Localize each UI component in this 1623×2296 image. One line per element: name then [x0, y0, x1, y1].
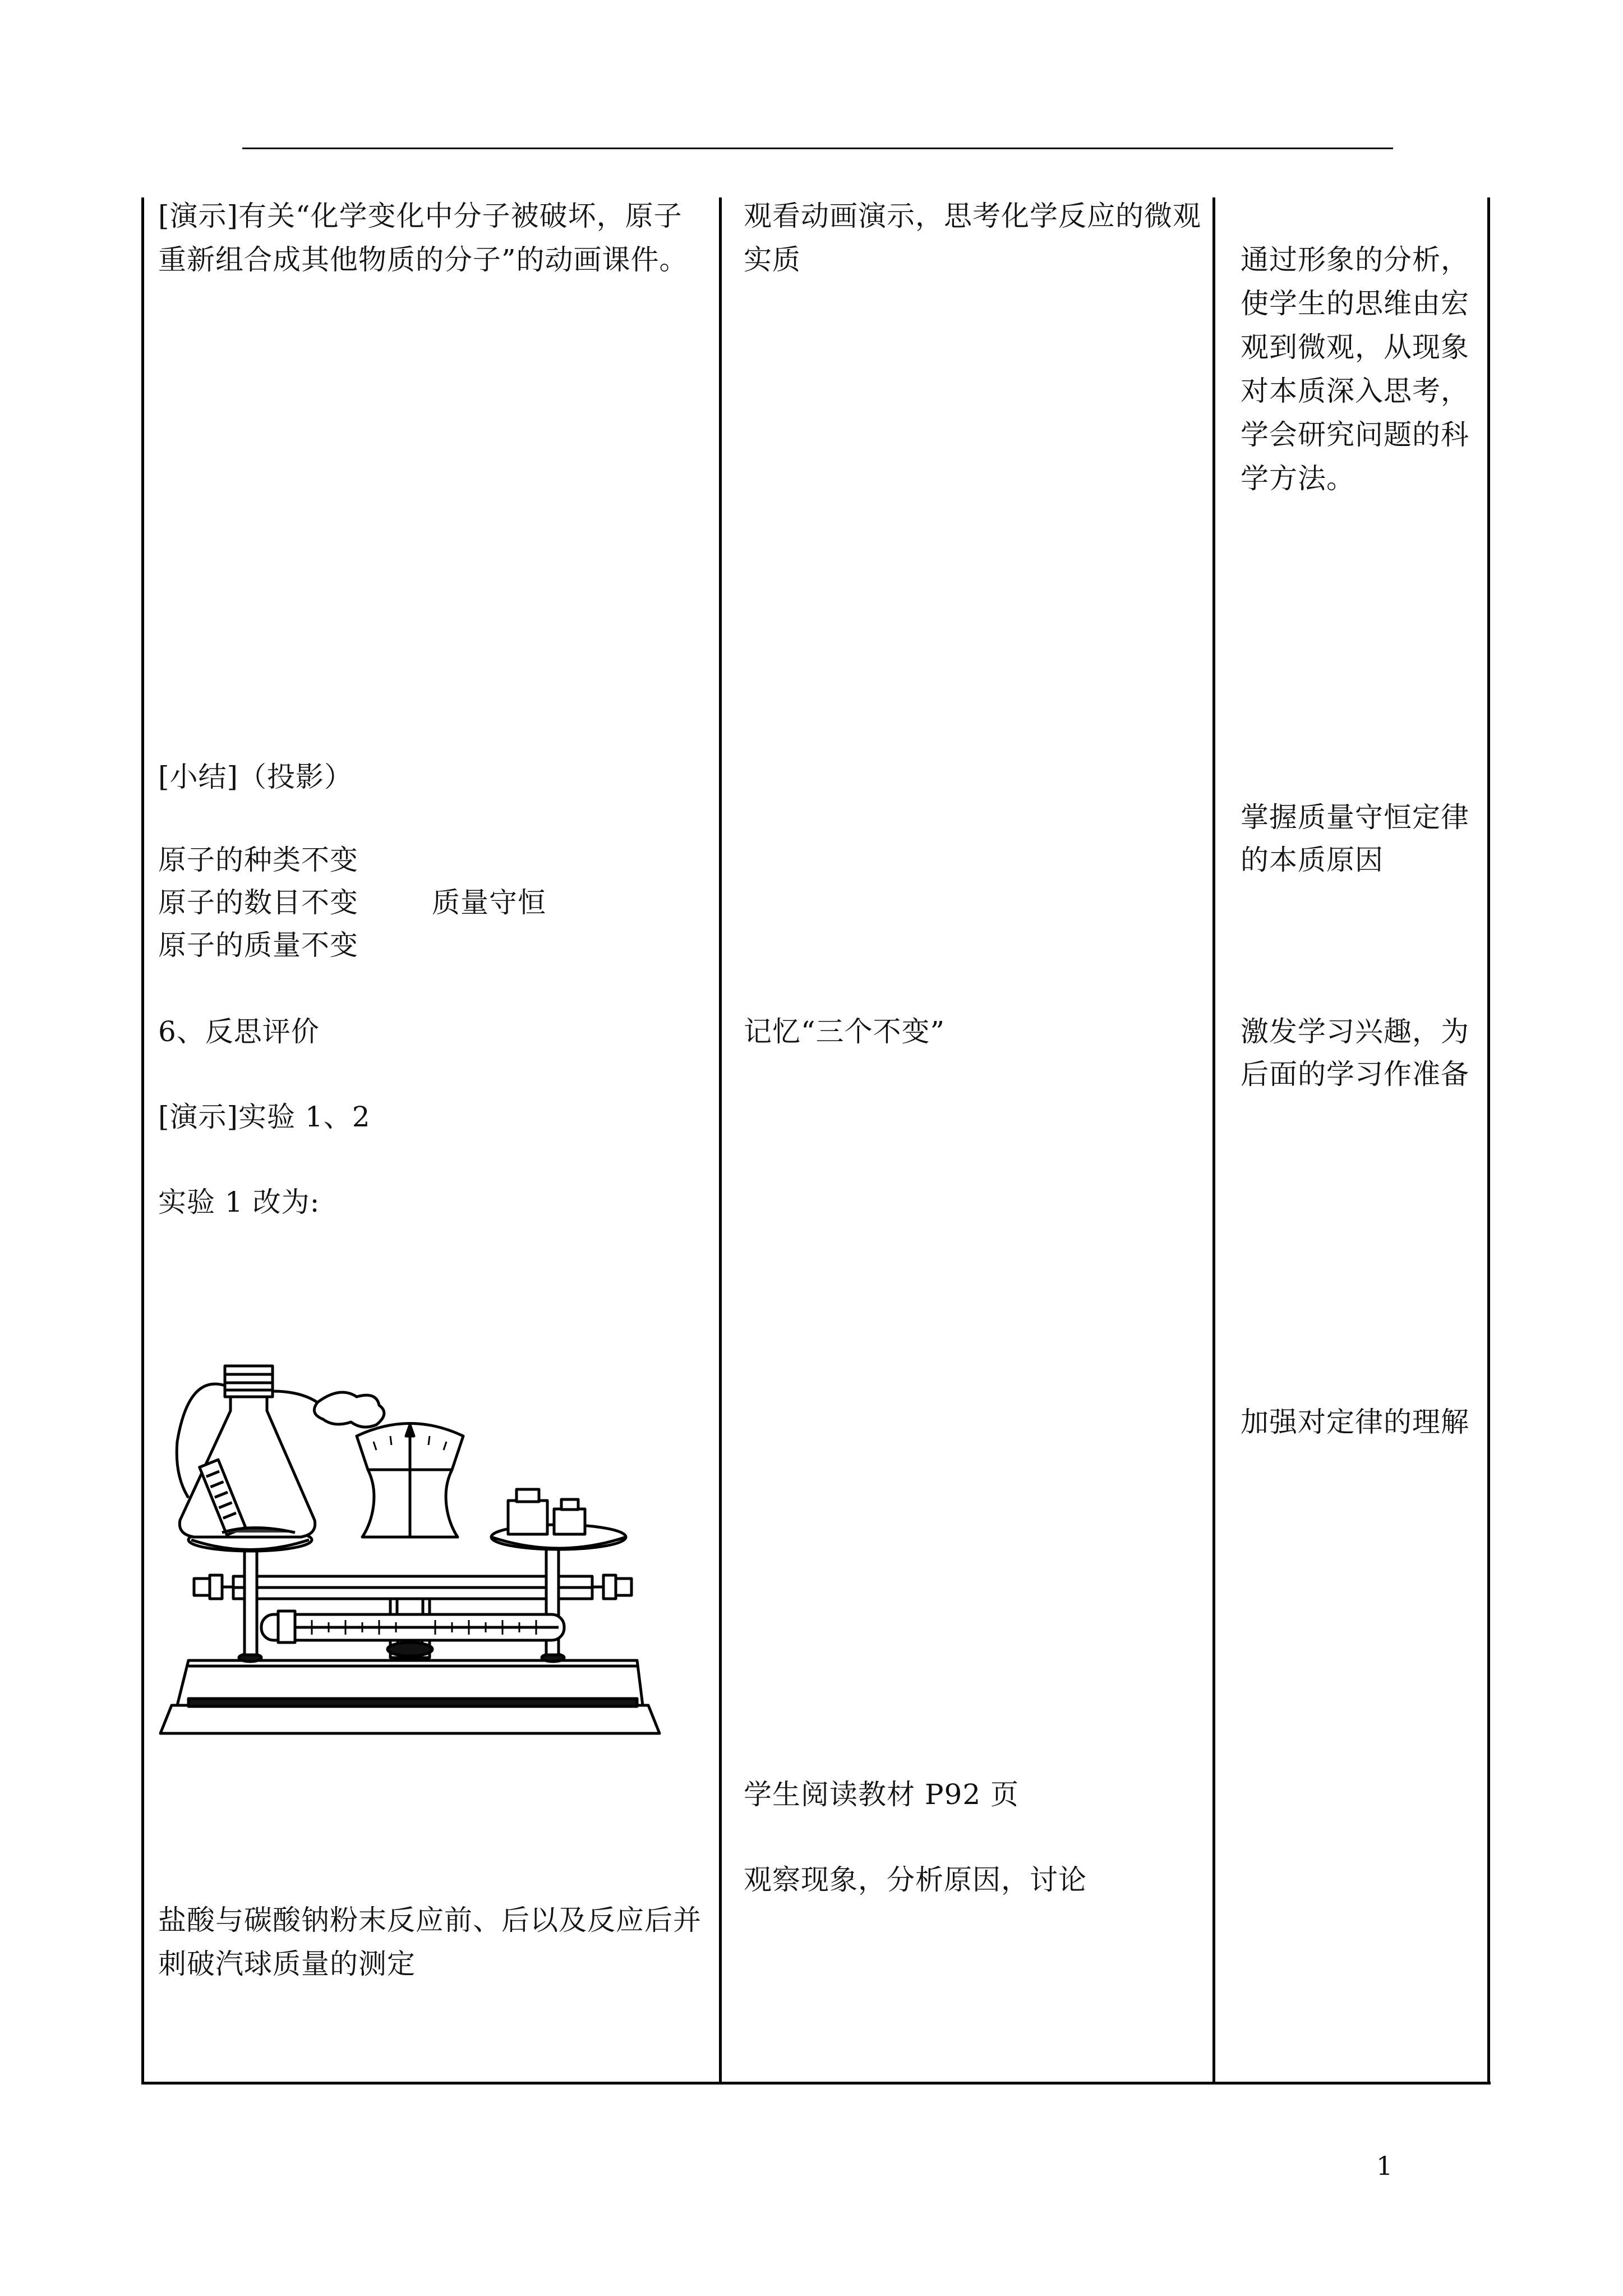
table-border-bottom: [141, 2082, 1491, 2085]
watch-animation-line-1: 观看动画演示，思考化学反应的微观: [744, 200, 1201, 232]
purpose-1-line-5: 学会研究问题的科: [1241, 418, 1469, 451]
purpose-3-line-1: 激发学习兴趣，为: [1241, 1015, 1469, 1048]
experiment-1-change: 实验 1 改为:: [158, 1186, 320, 1218]
demo-experiment: [演示]实验 1、2: [158, 1101, 371, 1133]
remember-three-constants: 记忆“三个不变”: [744, 1015, 946, 1048]
balance-flask-illustration: [155, 1352, 676, 1778]
purpose-4: 加强对定律的理解: [1241, 1406, 1469, 1438]
caption-line-2: 刺破汽球质量的测定: [158, 1948, 416, 1980]
table-divider-1: [719, 197, 722, 2085]
observe-discuss: 观察现象，分析原因，讨论: [744, 1864, 1087, 1896]
table-divider-2: [1212, 197, 1215, 2085]
purpose-1-line-2: 使学生的思维由宏: [1241, 287, 1469, 320]
purpose-1-line-3: 观到微观，从现象: [1241, 331, 1469, 364]
header-rule: [242, 148, 1393, 149]
table-border-left: [141, 197, 144, 2085]
summary-line-1: 原子的种类不变: [158, 844, 358, 876]
caption-line-1: 盐酸与碳酸钠粉末反应前、后以及反应后并: [158, 1904, 702, 1936]
summary-line-2: 原子的数目不变: [158, 886, 358, 919]
summary-result: 质量守恒: [432, 886, 546, 919]
table-border-right: [1487, 197, 1490, 2085]
demo-intro-line-2: 重新组合成其他物质的分子”的动画课件。: [158, 243, 688, 276]
purpose-1-line-4: 对本质深入思考，: [1241, 375, 1469, 407]
page-number: 1: [1376, 2151, 1393, 2181]
purpose-2-line-2: 的本质原因: [1241, 844, 1384, 876]
demo-intro-line-1: [演示]有关“化学变化中分子被破坏，原子: [158, 200, 683, 232]
purpose-1-line-6: 学方法。: [1241, 462, 1355, 495]
read-textbook: 学生阅读教材 P92 页: [744, 1778, 1020, 1811]
summary-line-3: 原子的质量不变: [158, 929, 358, 961]
purpose-3-line-2: 后面的学习作准备: [1241, 1058, 1469, 1091]
section-6-heading: 6、反思评价: [158, 1015, 320, 1048]
summary-title: [小结]（投影）: [158, 761, 353, 793]
purpose-1-line-1: 通过形象的分析，: [1241, 243, 1469, 276]
watch-animation-line-2: 实质: [744, 243, 801, 276]
purpose-2-line-1: 掌握质量守恒定律: [1241, 801, 1469, 834]
